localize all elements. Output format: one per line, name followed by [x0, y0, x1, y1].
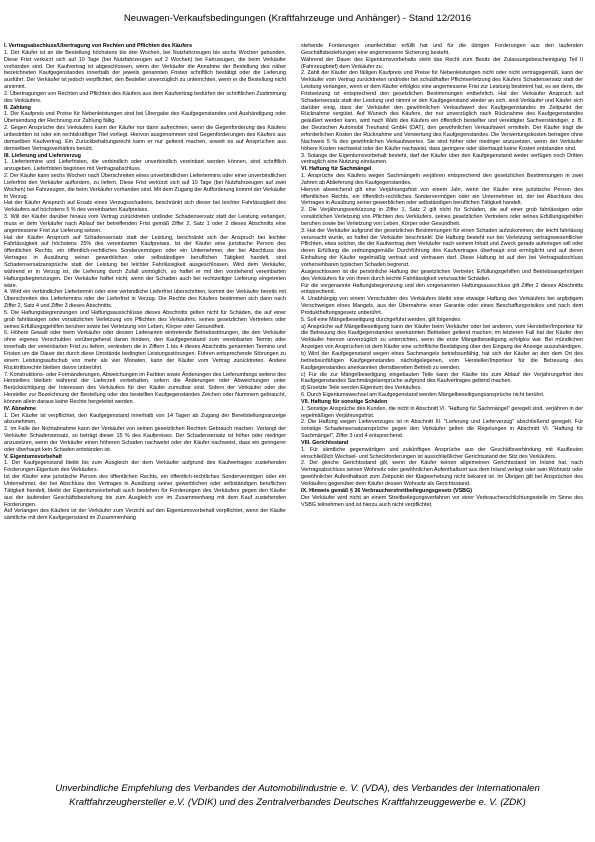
- paragraph: 3. Hat der Verkäufer aufgrund der gesetzlichen Bestimmungen für einen Schaden aufzukommen, der leicht fahrlässig verursacht wurde, so haftet der Verkäufer beschränkt: Die Haftung besteht nur bei Verletzung vertragswesentlicher Pflichten, etwa solcher, die der Kaufvertrag dem Verkäufer nach seinem Inhalt und Zweck gerade auferlegen will oder deren Erfüllung die ordnungsgemäße Durchführung des Kaufvertrages überhaupt erst ermöglicht und auf deren Einhaltung der Käufer regelmäßig vertraut und vertrauen darf. Diese Haftung ist auf den bei Vertragsabschluss vorhersehbaren typischen Schaden begrenzt.: [301, 227, 583, 268]
- document-title: Neuwagen-Verkaufsbedingungen (Kraftfahrzeuge und Anhänger) - Stand 12/2016: [123, 13, 472, 24]
- left-column: [4, 43, 286, 765]
- paragraph: 1. Der Kaufgegenstand bleibt bis zum Ausgleich der dem Verkäufer aufgrund des Kaufvertrages zustehenden Forderungen Eigentum des Verkäufers.: [4, 460, 286, 474]
- paragraph: Hiervon abweichend gilt eine Verjährungsfrist von einem Jahr, wenn der Käufer eine juristische Person des öffentlichen Rechts, ein öffentlich-rechtliches Sondervermögen oder ein Unternehmer ist, der bei Abschluss des Vertrages in Ausübung seiner gewerblichen oder selbständigen beruflichen Tätigkeit handelt.: [301, 186, 583, 207]
- footer-note: [10, 782, 585, 810]
- section-heading: IV. Abnahme: [4, 405, 36, 412]
- paragraph: Ausgeschlossen ist die persönliche Haftung der gesetzlichen Vertreter, Erfüllungsgehilfen und Betriebsangehörigen des Verkäufers für von ihnen durch leichte Fahrlässigkeit verursachte Schäden.: [301, 268, 583, 282]
- paragraph: Während der Dauer des Eigentumsvorbehalts steht das Recht zum Besitz der Zulassungsbescheinigung Teil II (Fahrzeugbrief) dem Verkäufer zu.: [301, 56, 583, 70]
- paragraph: Hat der Käufer Anspruch auf Schadensersatz statt der Leistung, beschränkt sich der Anspruch bei leichter Fahrlässigkeit auf höchstens 25% des vereinbarten Kaufpreises. Ist der Käufer eine juristische Person des öffentlichen Rechts, ein öffentlich-rechtliches Sondervermögen oder ein Unternehmer, der bei Abschluss des Vertrages in Ausübung seiner gewerblichen oder selbständigen beruflichen Tätigkeit handelt, sind Schadensersatzansprüche statt der Leistung bei leichter Fahrlässigkeit ausgeschlossen. Wird dem Verkäufer, während er in Verzug ist, die Lieferung durch Zufall unmöglich, so haftet er mit den vorstehend vereinbarten Haftungsbegrenzungen. Der Verkäufer haftet nicht, wenn der Schaden auch bei rechtzeitiger Lieferung eingetreten wäre.: [4, 234, 286, 289]
- paragraph: 5. Soll eine Mängelbeseitigung durchgeführt werden, gilt folgendes:: [301, 316, 462, 323]
- section-heading: VI. Haftung für Sachmängel: [301, 166, 372, 173]
- section-heading: VIII. Gerichtsstand: [301, 439, 349, 446]
- paragraph: Der Verkäufer wird nicht an einem Streitbeilegungsverfahren vor einer Verbraucherschlichtungsstelle im Sinne des VSBG teilnehmen und ist hierzu auch nicht verpflichtet.: [301, 494, 583, 508]
- paragraph: 6. Höhere Gewalt oder beim Verkäufer oder dessen Lieferanten eintretende Betriebsstörungen, die den Verkäufer ohne eigenes Verschulden vorübergehend daran hindern, den Kaufgegenstand zum vereinbarten Termin oder innerhalb der vereinbarten Frist zu liefern, verändern die in Ziffern 1 bis 4 dieses Abschnitts genannten Termine und Fristen um die Dauer der durch diese Umstände bedingten Leistungsstörungen. Führen entsprechende Störungen zu einem Leistungsaufschub von mehr als vier Monaten, kann der Käufer vom Vertrag zurücktreten. Andere Rücktrittsrechte bleiben davon unberührt.: [4, 330, 286, 371]
- paragraph: a) Ansprüche auf Mängelbeseitigung kann der Käufer beim Verkäufer oder bei anderen, vom Hersteller/Importeur für die Betreuung des Kaufgegenstandes anerkannten Betrieben geltend machen; im letzteren Fall hat der Käufer den Verkäufer hiervon unverzüglich zu unterrichten, wenn die erste Mängelbeseitigung erfolglos war. Bei mündlichen Anzeigen von Ansprüchen ist dem Käufer eine schriftliche Bestätigung über den Eingang der Anzeige auszuhändigen.: [301, 323, 583, 351]
- paragraph: 2. Gegen Ansprüche des Verkäufers kann der Käufer nur dann aufrechnen, wenn die Gegenforderung des Käufers unbestritten ist oder ein rechtskräftiger Titel vorliegt. Hiervon ausgenommen sind Gegenforderungen des Käufers aus demselben Kaufvertrag. Ein Zurückbehaltungsrecht kann er nur geltend machen, soweit es auf Ansprüchen aus demselben Vertragsverhältnis beruht.: [4, 125, 286, 152]
- paragraph: 4. Wird ein verbindlicher Liefertermin oder eine verbindliche Lieferfrist überschritten, kommt der Verkäufer bereits mit Überschreiten des Liefertermins oder der Lieferfrist in Verzug. Die Rechte des Käufers bestimmen sich dann nach Ziffer 2, Satz 4 und Ziffer 3 dieses Abschnitts.: [4, 289, 286, 310]
- paragraph: 4. Unabhängig von einem Verschulden des Verkäufers bleibt eine etwaige Haftung des Verkäufers bei arglistigem Verschweigen eines Mangels, aus der Übernahme einer Garantie oder eines Beschaffungsrisikos und nach dem Produkthaftungsgesetz unberührt.: [301, 296, 583, 316]
- paragraph: 2. Im Falle der Nichtabnahme kann der Verkäufer von seinen gesetzlichen Rechten Gebrauch machen. Verlangt der Verkäufer Schadensersatz, so beträgt dieser 15 % des Kaufpreises. Der Schadensersatz ist höher oder niedriger anzusetzen, wenn der Verkäufer einen höheren Schaden nachweist oder der Käufer nachweist, dass ein geringerer oder überhaupt kein Schaden entstanden ist.: [4, 426, 286, 453]
- footer-line-2: Kraftfahrzeughersteller e.V. (VDIK) und des Zentralverbandes Deutsches Kraftfahrzeuggewerbe e. V. (ZDK): [69, 797, 526, 808]
- paragraph: 1. Sonstige Ansprüche des Kunden, die nicht in Abschnitt VI. "Haftung für Sachmängel" geregelt sind, verjähren in der regelmäßigen Verjährungsfrist.: [301, 405, 583, 419]
- right-column: [301, 43, 583, 765]
- section-heading: III. Lieferung und Lieferverzug: [4, 152, 81, 159]
- paragraph: 5. Die Haftungsbegrenzungen und Haftungsausschlüsse dieses Abschnitts gelten nicht für Schäden, die auf einer grob fahrlässigen oder vorsätzlichen Verletzung von Pflichten des Verkäufers, seines gesetzlichen Vertreters oder seines Erfüllungsgehilfen beruhen sowie bei Verletzung von Leben, Körper oder Gesundheit.: [4, 309, 286, 330]
- paragraph: Auf Verlangen des Käufers ist der Verkäufer zum Verzicht auf den Eigentumsvorbehalt verpflichtet, wenn der Käufer sämtliche mit dem Kaufgegenstand im Zusammenhang: [4, 508, 286, 522]
- paragraph: 2. Übertragungen von Rechten und Pflichten des Käufers aus dem Kaufvertrag bedürfen der schriftlichen Zustimmung des Verkäufers.: [4, 90, 286, 104]
- paragraph: 1. Ansprüche des Käufers wegen Sachmängeln verjähren entsprechend den gesetzlichen Bestimmungen in zwei Jahren ab Ablieferung des Kaufgegenstandes.: [301, 173, 583, 186]
- paragraph: 1. Für sämtliche gegenwärtigen und zukünftigen Ansprüche aus der Geschäftsverbindung mit Kaufleuten einschließlich Wechsel- und Scheckforderungen ist ausschließlicher Gerichtsstand der Sitz des Verkäufers.: [301, 446, 583, 460]
- section-heading: I. Vertragsabschluss/Übertragung von Rechten und Pflichten des Käufers: [4, 43, 193, 49]
- paragraph: 7. Konstruktions- oder Formänderungen, Abweichungen im Farbton sowie Änderungen des Lieferumfangs seitens des Herstellers bleiben während der Lieferzeit vorbehalten, sofern die Änderungen oder Abweichungen unter Berücksichtigung der Interessen des Verkäufers für den Käufer zumutbar sind. Sofern der Verkäufer oder der Hersteller zur Bezeichnung der Bestellung oder des bestellten Kaufgegenstandes Zeichen oder Nummern gebraucht, können allein daraus keine Rechte hergeleitet werden.: [4, 371, 286, 405]
- paragraph: 1. Der Kaufpreis und Preise für Nebenleistungen sind bei Übergabe des Kaufgegenstandes und Aushändigung oder Übersendung der Rechnung zur Zahlung fällig.: [4, 111, 286, 125]
- paragraph: 3. Will der Käufer darüber hinaus vom Vertrag zurücktreten und/oder Schadensersatz statt der Leistung verlangen, muss er dem Verkäufer nach Ablauf der betreffenden Frist gemäß Ziffer 2, Satz 1 oder 2 dieses Abschnitts eine angemessene Frist zur Lieferung setzen.: [4, 214, 286, 234]
- section-heading: II. Zahlung: [4, 104, 31, 111]
- paragraph: 2. Der gleiche Gerichtsstand gilt, wenn der Käufer keinen allgemeinen Gerichtsstand im Inland hat, nach Vertragsabschluss seinen Wohnsitz oder gewöhnlichen Aufenthaltsort aus dem Inland verlegt oder sein Wohnsitz oder gewöhnlicher Aufenthaltsort zum Zeitpunkt der Klageerhebung nicht bekannt ist. Im Übrigen gilt bei Ansprüchen des Verkäufers gegenüber dem Käufer dessen Wohnsitz als Gerichtsstand.: [301, 460, 583, 487]
- paragraph: Hat der Käufer Anspruch auf Ersatz eines Verzugsschadens, beschränkt sich dieser bei leichter Fahrlässigkeit des Verkäufers auf höchstens 5 % des vereinbarten Kaufpreises.: [4, 200, 286, 214]
- section-heading: VII. Haftung für sonstige Schäden: [301, 398, 388, 405]
- paragraph: 2. Zahlt der Käufer den fälligen Kaufpreis und Preise für Nebenleistungen nicht oder nicht vertragsgemäß, kann der Verkäufer vom Vertrag zurücktreten und/oder bei schuldhafter Pflichtverletzung des Käufers Schadensersatz statt der Leistung verlangen, wenn er dem Käufer erfolglos eine angemessene Frist zur Leistung bestimmt hat, es sei denn, die Fristsetzung ist entsprechend den gesetzlichen Bestimmungen entbehrlich. Hat der Verkäufer Anspruch auf Schadensersatz statt der Leistung und nimmt er den Kaufgegenstand wieder an sich, sind Verkäufer und Käufer sich darüber einig, dass der Verkäufer den gewöhnlichen Verkaufswert des Kaufgegenstandes im Zeitpunkt der Rücknahme vergütet. Auf Wunsch des Käufers, der nur unverzüglich nach Rücknahme des Kaufgegenstandes geäußert werden kann, wird nach Wahl des Käufers ein öffentlich bestellter und vereidigter Sachverständiger, z. B. der Deutschen Automobil Treuhand GmbH (DAT), den gewöhnlichen Verkaufswert ermitteln. Der Käufer trägt die erforderlichen Kosten der Rücknahme und Verwertung des Kaufgegenstandes. Die Verwertungskosten betragen ohne Nachweis 5 % des gewöhnlichen Verkaufswertes. Sie sind höher oder niedriger anzusetzen, wenn der Verkäufer höhere Kosten nachweist oder der Käufer nachweist, dass geringere oder überhaupt keine Kosten entstanden sind.: [301, 70, 583, 152]
- paragraph: 2. Die Verjährungsverkürzung in Ziffer 1, Satz 2 gilt nicht für Schäden, die auf einer grob fahrlässigen oder vorsätzlichen Verletzung von Pflichten des Verkäufers, seines gesetzlichen Vertreters oder seines Erfüllungsgehilfen beruhen sowie bei Verletzung von Leben, Körper oder Gesundheit.: [301, 207, 583, 227]
- paragraph: c) Für die zur Mängelbeseitigung eingebauten Teile kann der Käufer bis zum Ablauf der Verjährungsfrist des Kaufgegenstandes Sachmängelansprüche aufgrund des Kaufvertrages geltend machen.: [301, 371, 583, 385]
- paragraph: 2. Die Haftung wegen Lieferverzuges ist in Abschnitt III. "Lieferung und Lieferverzug" abschließend geregelt. Für sonstige Schadensersatzansprüche gegen den Verkäufer gelten die Regelungen in Abschnitt VI. "Haftung für Sachmängel", Ziffer 3 und 4 entsprechend.: [301, 419, 583, 440]
- paragraph: 6. Durch Eigentumswechsel am Kaufgegenstand werden Mängelbeseitigungsansprüche nicht berührt.: [301, 392, 545, 399]
- paragraph: Für die vorgenannte Haftungsbegrenzung und den vorgenannten Haftungsausschluss gilt Ziffer 2 dieses Abschnitts entsprechend.: [301, 282, 583, 296]
- section-heading: IX. Hinweis gemäß § 36 Verbraucherstreitbeilegungsgesetz (VSBG): [301, 487, 473, 494]
- paragraph: 1. Der Käufer ist an die Bestellung höchstens bis drei Wochen, bei Nutzfahrzeugen bis sechs Wochen gebunden. Diese Frist verkürzt sich auf 10 Tage (bei Nutzfahrzeugen auf 2 Wochen) bei Fahrzeugen, die beim Verkäufer vorhanden sind. Der Kaufvertrag ist abgeschlossen, wenn der Verkäufer die Annahme der Bestellung des näher bezeichneten Kaufgegenstandes innerhalb der jeweils genannten Fristen schriftlich bestätigt oder die Lieferung ausführt. Der Verkäufer ist jedoch verpflichtet, den Besteller unverzüglich zu unterrichten, wenn er die Bestellung nicht annimmt.: [4, 49, 286, 91]
- paragraph: 3. Solange der Eigentumsvorbehalt besteht, darf der Käufer über den Kaufgegenstand weder verfügen noch Dritten vertraglich eine Nutzung einräumen.: [301, 152, 583, 166]
- paragraph: d) Ersetzte Teile werden Eigentum des Verkäufers.: [301, 385, 422, 392]
- paragraph: 2. Der Käufer kann sechs Wochen nach Überschreiten eines unverbindlichen Liefertermins oder einer unverbindlichen Lieferfrist den Verkäufer auffordern, zu liefern. Diese Frist verkürzt sich auf 10 Tage (bei Nutzfahrzeugen auf zwei Wochen) bei Fahrzeugen, die beim Verkäufer vorhanden sind. Mit dem Zugang der Aufforderung kommt der Verkäufer in Verzug.: [4, 173, 286, 200]
- section-heading: V. Eigentumsvorbehalt: [4, 453, 62, 460]
- paragraph: 1. Der Käufer ist verpflichtet, den Kaufgegenstand innerhalb von 14 Tagen ab Zugang der Bereitstellungsanzeige abzunehmen.: [4, 412, 286, 426]
- footer-line-1: Unverbindliche Empfehlung des Verbandes der Automobilindustrie e. V. (VDA), des Verbandes der Internationalen: [55, 783, 540, 794]
- paragraph: Ist der Käufer eine juristische Person des öffentlichen Rechts, ein öffentlich-rechtliches Sondervermögen oder ein Unternehmer, der bei Abschluss des Vertrages in Ausübung seiner gewerblichen oder selbständigen beruflichen Tätigkeit handelt, bleibt der Eigentumsvorbehalt auch bestehen für Forderungen des Verkäufers gegen den Käufer aus der laufenden Geschäftsbeziehung bis zum Ausgleich von im Zusammenhang mit dem Kauf zustehenden Forderungen.: [4, 474, 286, 508]
- paragraph: b) Wird der Kaufgegenstand wegen eines Sachmangels betriebsunfähig, hat sich der Käufer an den dem Ort des betriebsunfähigen Kaufgegenstandes nächstgelegenen, vom Hersteller/Importeur für die Betreuung des Kaufgegenstandes anerkannten dienstbereiten Betrieb zu wenden.: [301, 350, 583, 371]
- paragraph: stehende Forderungen unanfechtbar erfüllt hat und für die übrigen Forderungen aus den laufenden Geschäftsbeziehungen eine angemessene Sicherung besteht.: [301, 43, 583, 56]
- paragraph: 1. Liefertermine und Lieferfristen, die verbindlich oder unverbindlich vereinbart werden können, sind schriftlich anzugeben. Lieferfristen beginnen mit Vertragsabschluss.: [4, 159, 286, 173]
